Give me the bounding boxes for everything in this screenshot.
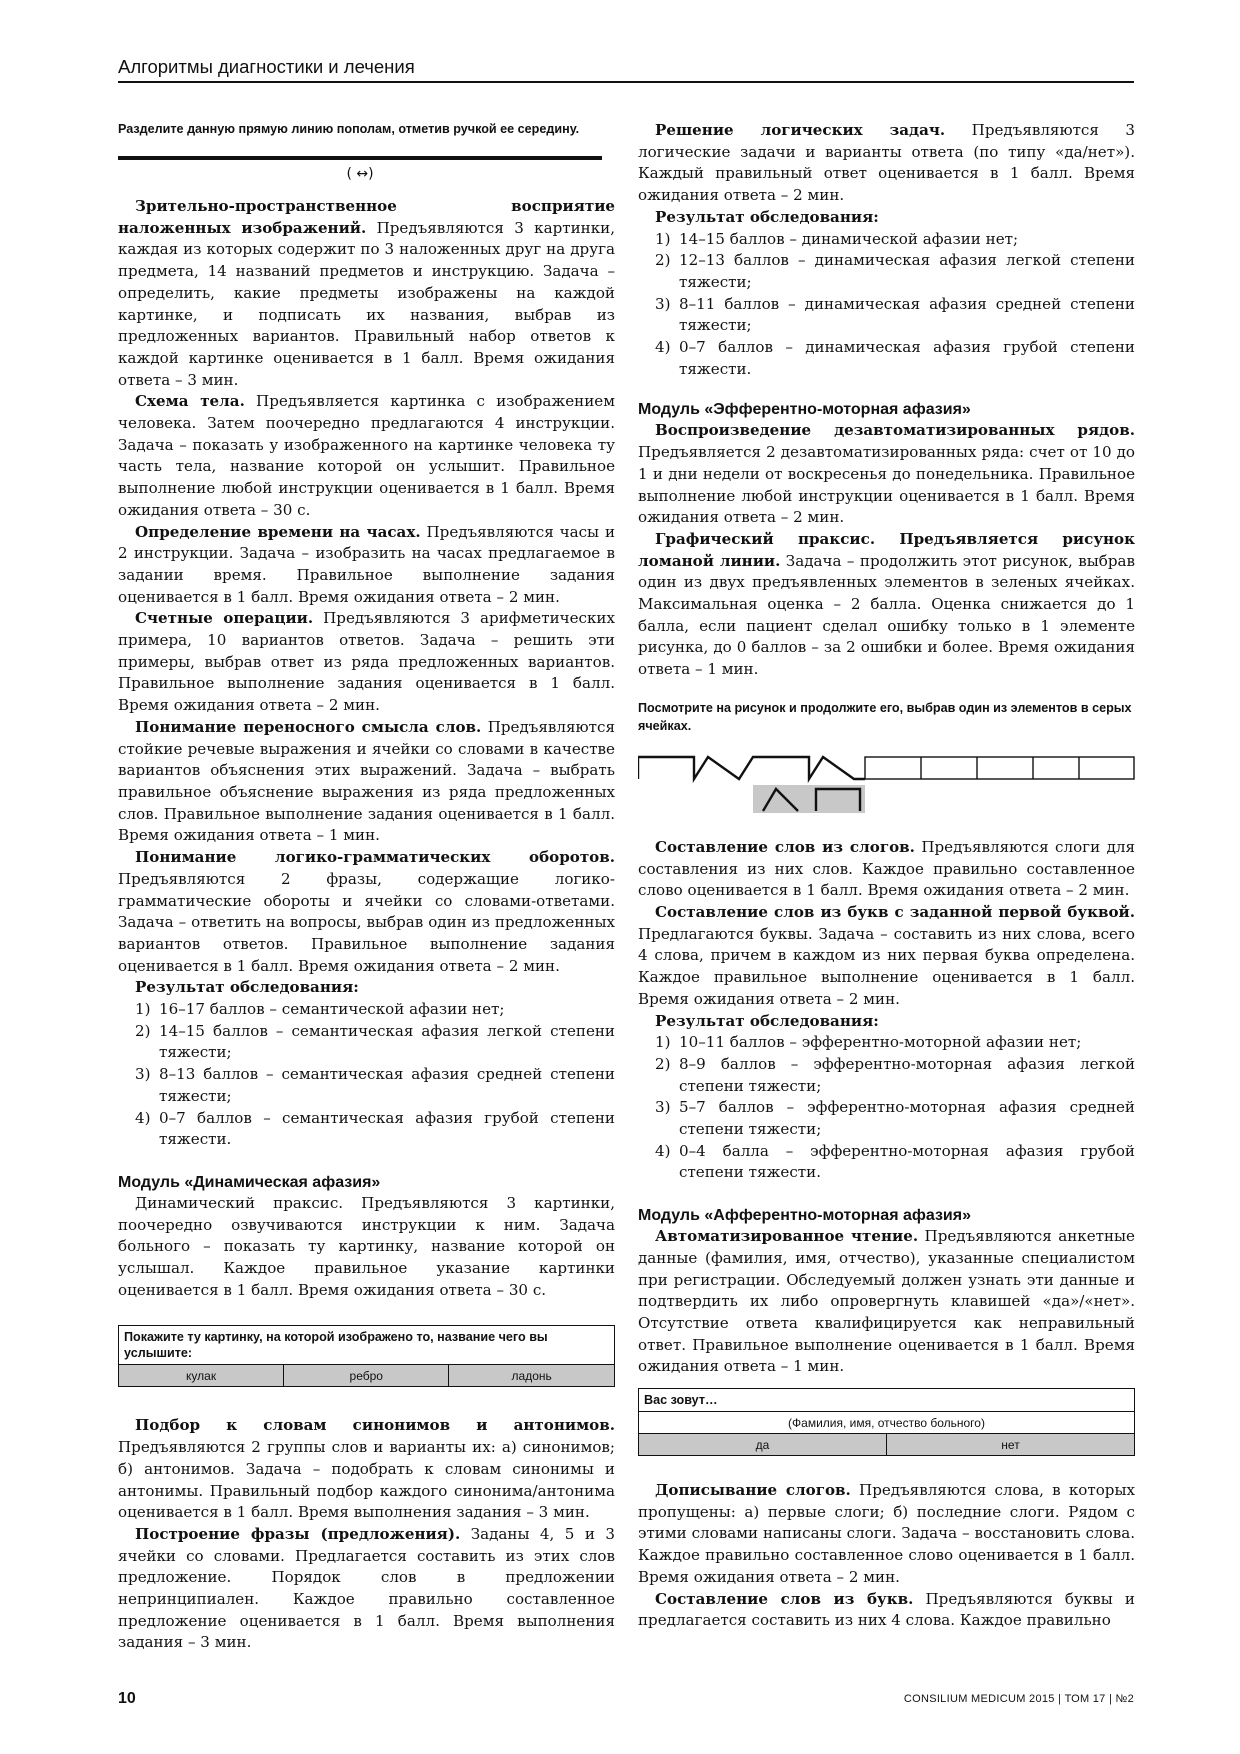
- broken-line-pattern: [638, 757, 865, 779]
- empty-cells: [865, 757, 1134, 779]
- list-item: 2) 14–15 баллов – семантическая афазия легкой степени тяжести;: [135, 1021, 615, 1062]
- list-item: 2) 12–13 баллов – динамическая афазия легкой степени тяжести;: [655, 251, 1135, 291]
- line-midpoint-marker: ( ↔): [346, 166, 374, 182]
- left-column: [118, 120, 615, 1654]
- list-item: 3) 8–11 баллов – динамическая афазия средней степени тяжести;: [655, 294, 1135, 335]
- paragraph-automated-reading: Автоматизированное чтение. Предъявляются анкетные данные (фамилия, имя, отчество), указанные специалистом при регистрации. Обследуемый должен узнать эти данные и подтвердить их либо опровергнуть клавишей «да»/«нет». Отсутствие ответа квалифицируется как неправильный ответ. Правильное выполнение оценивается в 1 балл. Время ожидания ответа – 1 мин.: [638, 1227, 1135, 1376]
- module-heading-afferent: Модуль «Афферентно-моторная афазия»: [638, 1207, 971, 1225]
- list-item: 3) 5–7 баллов – эфферентно-моторная афазия средней степени тяжести;: [655, 1098, 1135, 1139]
- paragraph-dynamic-praxis: Динамический праксис. Предъявляются 3 картинки, поочередно озвучиваются инструкции к ним. Задача больного – показать ту картинку, название которой он услышал. Каждое правильное указание картинки оценивается в 1 балл. Время ожидания ответа – 30 с.: [118, 1193, 615, 1299]
- result-heading: Результат обследования:: [135, 978, 359, 997]
- list-item: 1) 16–17 баллов – семантической афазии нет;: [135, 1000, 505, 1019]
- result-heading: Результат обследования:: [655, 1011, 879, 1030]
- result-heading: Результат обследования:: [655, 207, 879, 226]
- name-confirm-table: [638, 1388, 1135, 1456]
- journal-info: CONSILIUM MEDICUM 2015 | ТОМ 17 | №2: [903, 1693, 1134, 1705]
- running-header: [118, 56, 1134, 78]
- paragraph-words-from-letters-first: Составление слов из букв с заданной первой буквой. Предлагаются буквы. Задача – составить из них слова, всего 4 слова, причем в каждом из них первая буква определена. Каждое правильное выполнение оценивается в 1 балл. Время ожидания ответа – 2 мин.: [638, 902, 1135, 1008]
- paragraph-counting: Счетные операции. Предъявляются 3 арифметических примера, 10 вариантов ответов. Задача – решить эти примеры, выбрав ответ из ряда предложенных вариантов. Правильное выполнение задания оценивается в 1 балл. Время ожидания ответа – 2 мин.: [118, 609, 615, 715]
- paragraph-words-from-letters: Составление слов из букв. Предъявляются буквы и предлагается составить из них 4 слова. Каждое правильно: [638, 1589, 1135, 1630]
- picture-choice-table: [118, 1325, 615, 1387]
- right-column: [638, 120, 1135, 1632]
- paragraph-body-scheme: Схема тела. Предъявляется картинка с изображением человека. Затем поочередно предлагаются 4 инструкции. Задача – показать у изображенного на картинке человека ту часть тела, название которой он услышит. Правильное выполнение любой инструкции оценивается в 1 балл. Время ожидания ответа – 30 с.: [118, 392, 615, 519]
- name-table-patient-row: (Фамилия, имя, отчество больного): [639, 1412, 1135, 1434]
- header-rule: [118, 81, 1134, 83]
- no-cell: нет: [887, 1434, 1135, 1456]
- paragraph-visuospatial: Зрительно-пространственное восприятие наложенных изображений. Предъявляются 3 картинки, каждая из которых содержит по 3 наложенных друг на друга предмета, 14 названий предметов и инструкцию. Задача – определить, какие предметы изображены на каждой картинке, и подписать их названия, выбрав из предложенных вариантов. Правильный набор ответов к каждой картинке оценивается в 1 балл. Время ожидания ответа – 3 мин.: [118, 197, 615, 389]
- line-task-instruction: Разделите данную прямую линию пополам, отметив ручкой ее середину.: [118, 122, 580, 136]
- list-item: 1) 14–15 баллов – динамической афазии нет;: [655, 229, 1019, 248]
- picture-table-caption: Покажите ту картинку, на которой изображено то, название чего вы услышите:: [119, 1326, 615, 1365]
- list-item: 4) 0–7 баллов – динамическая афазия грубой степени тяжести.: [655, 338, 1135, 378]
- broken-line-svg: [638, 749, 1135, 815]
- paragraph-words-from-syllables: Составление слов из слогов. Предъявляются слоги для составления из них слов. Каждое правильно составленное слово оценивается в 1 балл. Время ожидания ответа – 2 мин.: [638, 837, 1135, 900]
- picture-cell-palm: ладонь: [449, 1365, 615, 1387]
- list-item: 4) 0–7 баллов – семантическая афазия грубой степени тяжести.: [135, 1108, 615, 1149]
- yes-cell: да: [639, 1434, 887, 1456]
- picture-cell-fist: кулак: [119, 1365, 284, 1387]
- module-heading-efferent: Модуль «Эфферентно-моторная афазия»: [638, 401, 971, 419]
- line-bisection-task: [118, 120, 615, 182]
- paragraph-syllable-completion: Дописывание слогов. Предъявляются слова, в которых пропущены: а) первые слоги; б) последние слоги. Рядом с этими словами написаны слоги. Задача – восстановить слова. Каждое правильно составленное слово оценивается в 1 балл. Время ожидания ответа – 2 мин.: [638, 1481, 1135, 1586]
- module-heading-dynamic: Модуль «Динамическая афазия»: [118, 1173, 381, 1191]
- section-title: Алгоритмы диагностики и лечения: [118, 56, 415, 77]
- paragraph-deautomated-series: Воспроизведение дезавтоматизированных рядов. Предъявляется 2 дезавтоматизированных ряда: счет от 10 до 1 и дни недели от воскресенья до понедельника. Правильное выполнение любой инструкции оценивается в 1 балл. Время ожидания ответа – 2 мин.: [638, 421, 1135, 527]
- paragraph-graphic-praxis: Графический праксис. Предъявляется рисунок ломаной линии. Задача – продолжить этот рисунок, выбрав один из двух предъявленных элементов в зеленых ячейках. Максимальная оценка – 2 балла. Оценка снижается до 1 балла, если пациент сделал ошибку только в 1 элементе рисунка, до 0 баллов – за 2 ошибки и более. Время ожидания ответа – 1 мин.: [638, 529, 1136, 679]
- list-item: 2) 8–9 баллов – эфферентно-моторная афазия легкой степени тяжести;: [655, 1054, 1135, 1095]
- paragraph-logico-grammatical: Понимание логико-грамматических оборотов. Предъявляются 2 фразы, содержащие логико-грамматические обороты и ячейки со словами-ответами. Задача – ответить на вопросы, выбрав один из предложенных вариантов ответов. Правильное выполнение задания оценивается в 1 балл. Время ожидания ответа – 2 мин.: [118, 848, 615, 975]
- gray-cell-zigzag: [753, 785, 809, 813]
- line-to-bisect: [118, 156, 602, 160]
- list-item: 3) 8–13 баллов – семантическая афазия средней степени тяжести;: [135, 1065, 615, 1105]
- paragraph-clock-time: Определение времени на часах. Предъявляются часы и 2 инструкции. Задача – изобразить на часах предлагаемое в задании время. Правильное выполнение задания оценивается в 1 балл. Время ожидания ответа – 2 мин.: [118, 522, 615, 606]
- paragraph-phrase-building: Построение фразы (предложения). Заданы 4, 5 и 3 ячейки со словами. Предлагается составить из этих слов предложение. Порядок слов в предложении непринципиален. Каждое правильно составленное предложение оценивается в 1 балл. Время выполнения задания – 3 мин.: [118, 1524, 615, 1652]
- name-table-caption: Вас зовут…: [639, 1389, 1135, 1412]
- figure-caption: Посмотрите на рисунок и продолжите его, выбрав один из элементов в серых ячейках.: [638, 700, 1132, 733]
- list-item: 1) 10–11 баллов – эфферентно-моторной афазии нет;: [655, 1033, 1082, 1052]
- page-number: 10: [118, 1690, 136, 1707]
- semantic-results-list: [118, 999, 615, 1151]
- paragraph-synonyms-antonyms: Подбор к словам синонимов и антонимов. Предъявляются 2 группы слов и варианты их: а) синонимов; б) антонимов. Задача – подобрать к словам синонимы и антонимы. Правильный подбор каждого синонима/антонима оценивается в 1 балл. Время выполнения задания – 3 мин.: [118, 1416, 615, 1522]
- list-item: 4) 0–4 балла – эфферентно-моторная афазия грубой степени тяжести.: [655, 1141, 1135, 1182]
- dynamic-results-list: [638, 229, 1135, 381]
- paragraph-figurative-meaning: Понимание переносного смысла слов. Предъявляются стойкие речевые выражения и ячейки со словами в качестве вариантов объяснения этих выражений. Задача – выбрать правильное объяснение выражения из ряда предложенных слов. Правильное выполнение задания оценивается в 1 балл. Время ожидания ответа – 1 мин.: [118, 717, 615, 845]
- picture-cell-rib: ребро: [284, 1365, 449, 1387]
- efferent-results-list: [638, 1032, 1135, 1184]
- paragraph-logic-tasks: Решение логических задач. Предъявляются 3 логические задачи и варианты ответа (по типу «да/нет»). Каждый правильный ответ оценивается в 1 балл. Время ожидания ответа – 2 мин.: [638, 121, 1136, 205]
- broken-line-figure: [638, 749, 1135, 819]
